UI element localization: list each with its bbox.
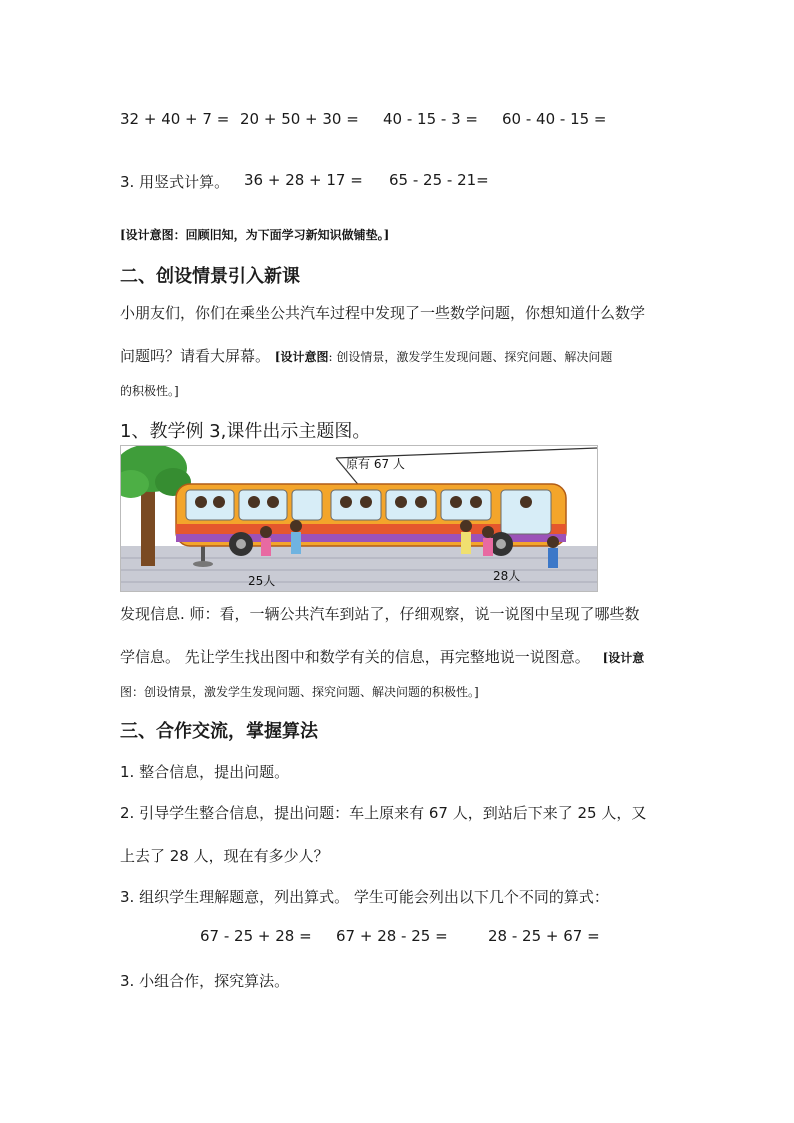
section2-design-text: : 创设情景，激发学生发现问题、探究问题、解决问题 [328, 350, 613, 364]
section3-item4: 3. 小组合作，探究算法。 [120, 972, 290, 990]
section2-design-line3: 的积极性。] [120, 384, 179, 398]
bus [176, 484, 566, 556]
section2-para-line1: 小朋友们，你们在乘坐公共汽车过程中发现了一些数学问题，你想知道什么数学 [120, 304, 646, 322]
section2-heading: 二、创设情景引入新课 [120, 266, 300, 287]
label-up: 28人 [493, 569, 521, 583]
discover-design-label: [设计意 [602, 651, 645, 665]
design-note-1: [设计意图：回顾旧知，为下面学习新知识做铺垫。] [120, 228, 390, 242]
formula-1: 67 - 25 + 28 = [200, 927, 312, 945]
label-down: 25人 [248, 574, 276, 588]
discover-line1: 发现信息. 师：看，一辆公共汽车到站了，仔细观察，说一说图中呈现了哪些数 [120, 605, 640, 623]
section3-heading: 三、合作交流，掌握算法 [120, 721, 318, 742]
label-original: 原有 67 人 [346, 457, 405, 471]
item3-label: 3. 用竖式计算。 [120, 173, 230, 191]
discover-design-line3: 图：创设情景，激发学生发现问题、探究问题、解决问题的积极性。] [120, 685, 479, 699]
section2-para-line2 [120, 345, 612, 366]
discover-line2-text: 学信息。 先让学生找出图中和数学有关的信息，再完整地说一说图意。 [120, 648, 590, 666]
discover-line2 [120, 646, 644, 667]
section3-item1: 1. 整合信息，提出问题。 [120, 763, 290, 781]
example-heading: 1、教学例 3,课件出示主题图。 [120, 421, 371, 442]
section3-item2-line2: 上去了 28 人，现在有多少人？ [120, 847, 329, 865]
formula-3: 28 - 25 + 67 = [488, 927, 600, 945]
bus-illustration [120, 445, 598, 592]
exercise-3: 40 - 15 - 3 = [383, 110, 478, 128]
item3-problem-2: 65 - 25 - 21= [389, 171, 489, 189]
section3-item2-line1: 2. 引导学生整合信息，提出问题：车上原来有 67 人，到站后下来了 25 人，又 [120, 804, 647, 822]
bus-scene-svg [121, 446, 597, 591]
formula-2: 67 + 28 - 25 = [336, 927, 448, 945]
exercise-1: 32 + 40 + 7 = [120, 110, 230, 128]
pavement [121, 546, 597, 591]
exercise-2: 20 + 50 + 30 = [240, 110, 359, 128]
exercise-4: 60 - 40 - 15 = [502, 110, 607, 128]
item3-problem-1: 36 + 28 + 17 = [244, 171, 363, 189]
section2-design-label: [设计意图 [274, 350, 329, 364]
section3-item3: 3. 组织学生理解题意，列出算式。 学生可能会列出以下几个不同的算式： [120, 888, 609, 906]
section2-para-text: 问题吗？请看大屏幕。 [120, 347, 271, 365]
